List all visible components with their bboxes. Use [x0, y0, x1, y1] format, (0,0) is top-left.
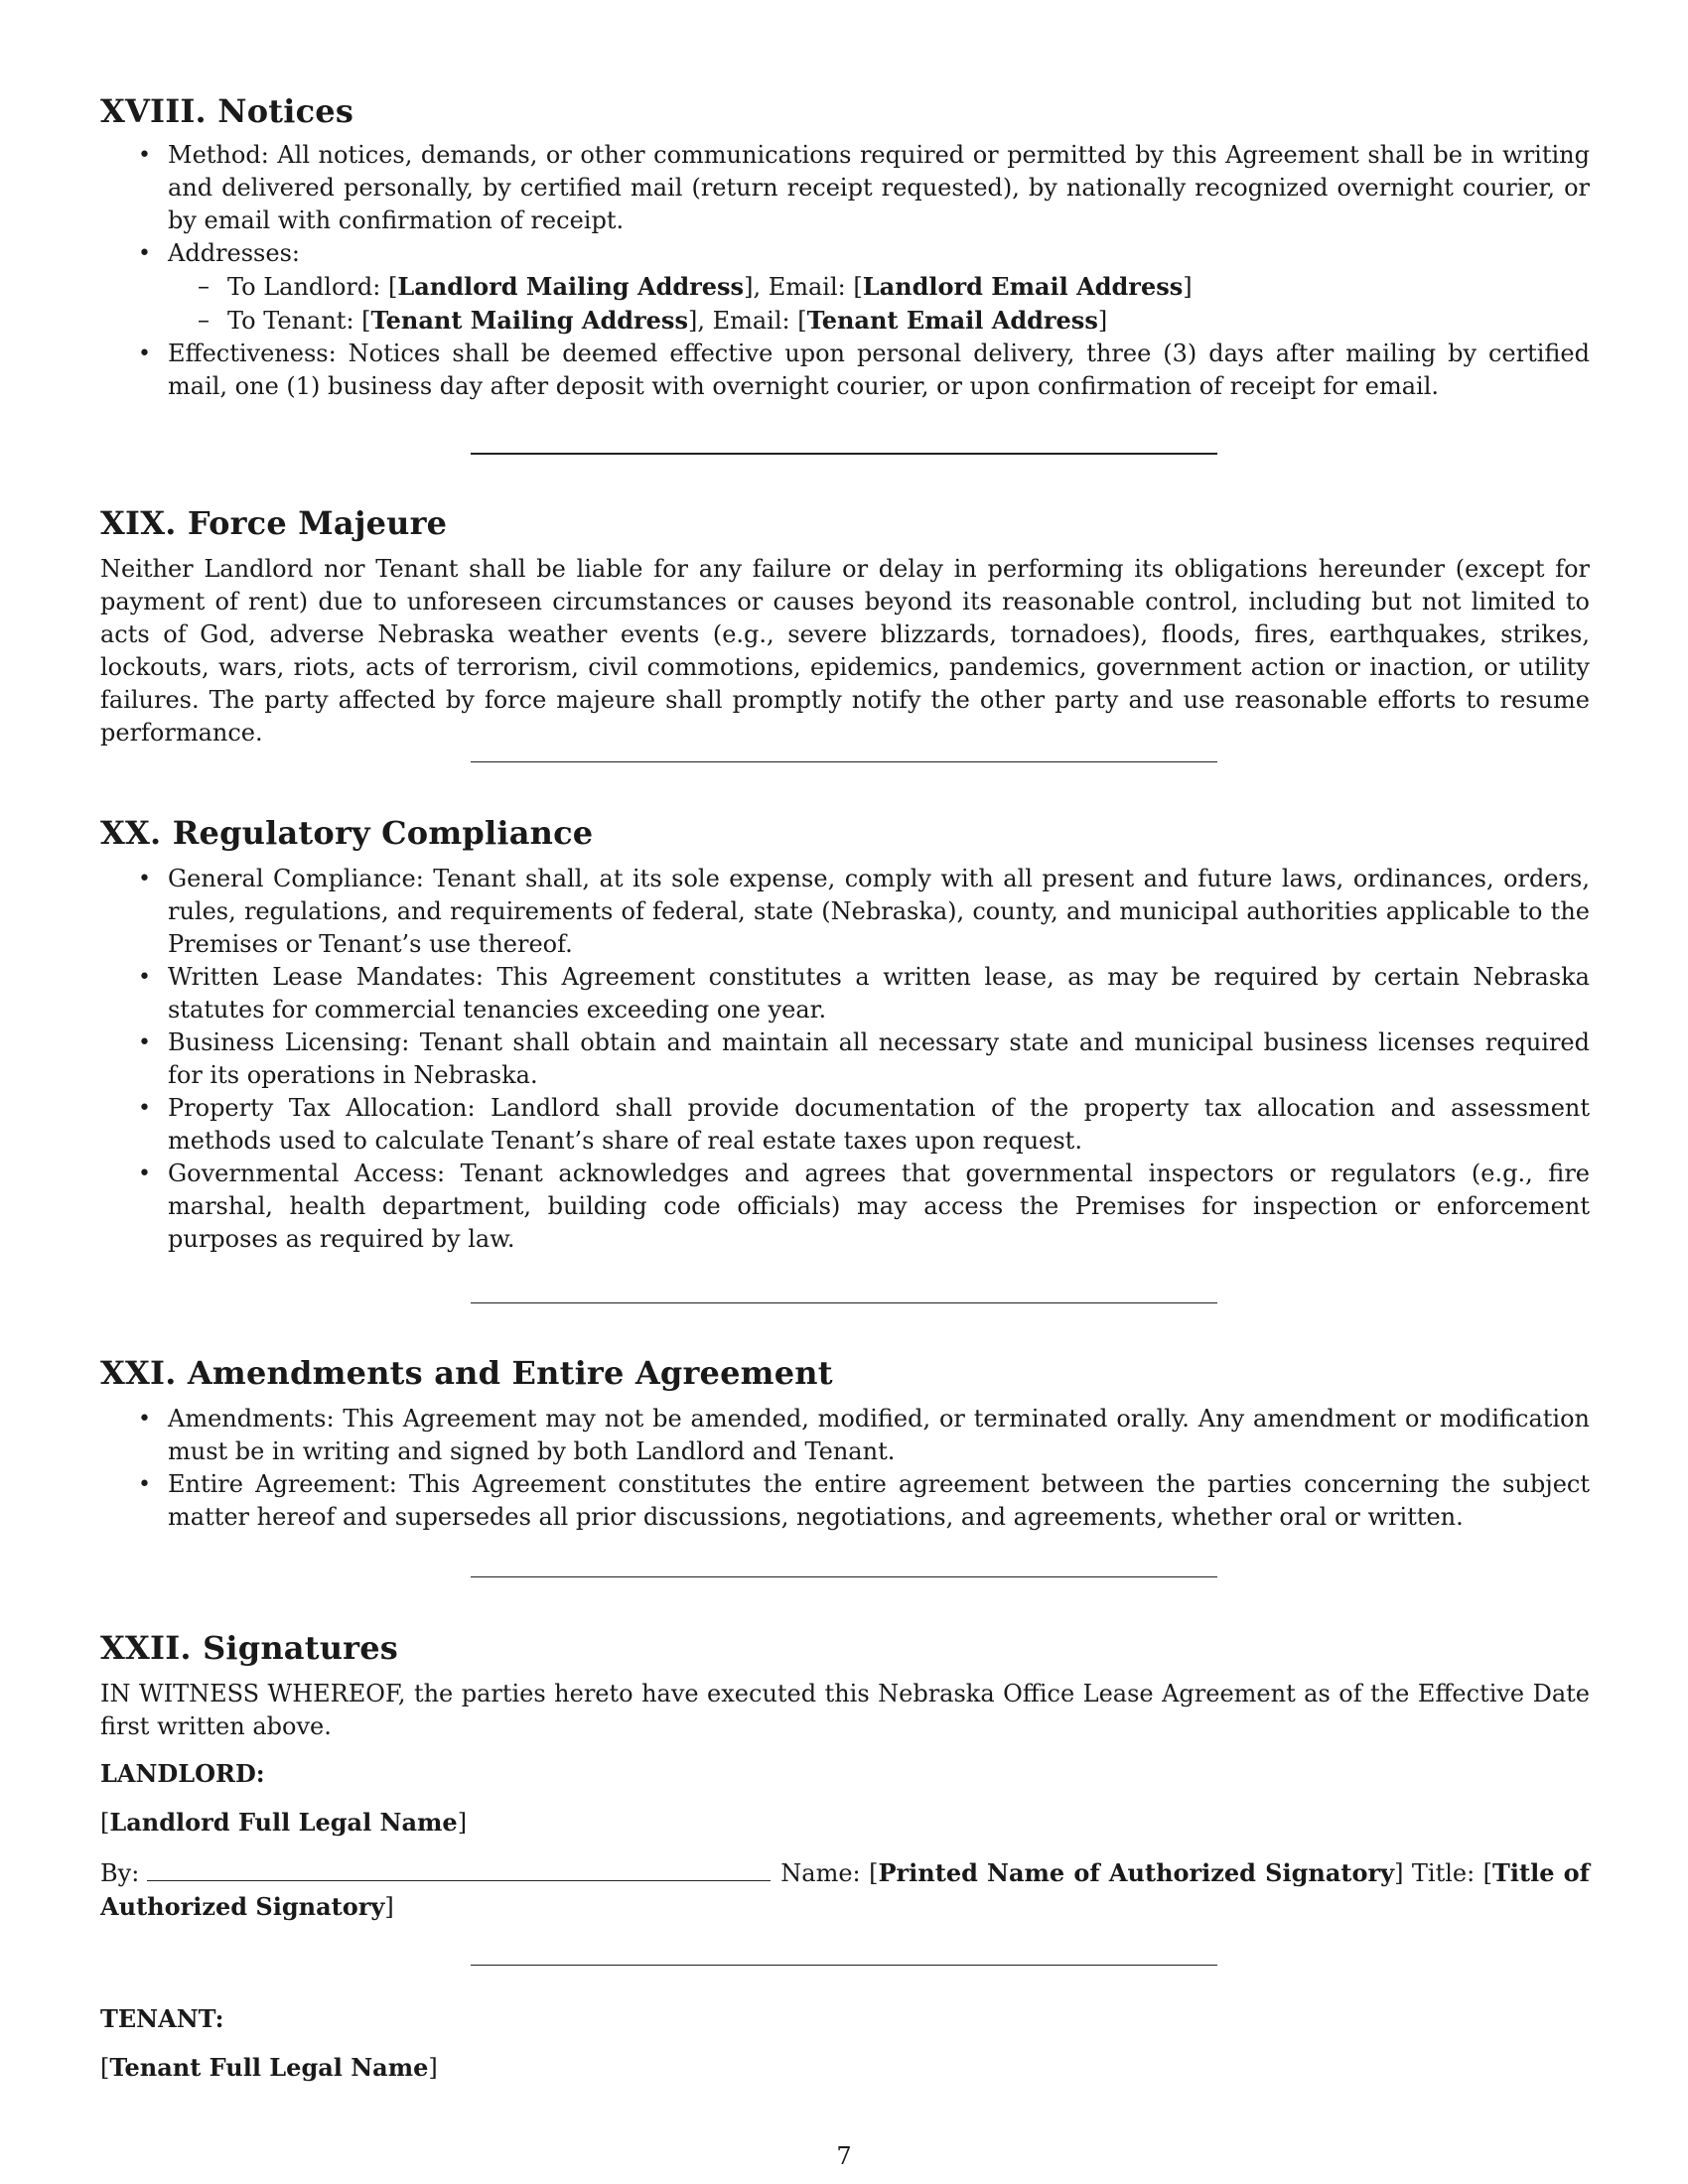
tenant-address-item — [168, 304, 1590, 338]
list-item: • Business Licensing: Tenant shall obtain and maintain all necessary state and municipal business licenses required for its operations in Nebraska. — [100, 1026, 1590, 1092]
addresses-label: Addresses: — [168, 239, 300, 267]
text: [ — [100, 1809, 110, 1837]
text: ] — [1097, 307, 1108, 335]
tenant-name-line — [100, 2051, 1590, 2085]
notices-list — [100, 139, 1590, 403]
text: ], Email: [ — [687, 307, 807, 335]
landlord-address-item — [168, 270, 1590, 304]
tenant-label: TENANT: — [100, 2004, 224, 2033]
list-item: • General Compliance: Tenant shall, at its sole expense, comply with all present and future laws, ordinances, orders, rules, regulations, and requirements of federal, state (Nebraska), county, and municipal authorities applicable to the Premises or Tenant’s use thereof. — [100, 863, 1590, 961]
text: ] — [428, 2054, 438, 2082]
amendments-list — [100, 1403, 1590, 1534]
section-regulatory-compliance — [100, 813, 1590, 1256]
section-title: XVIII. Notices — [100, 92, 354, 130]
list-item: • Written Lease Mandates: This Agreement constitutes a written lease, as may be required by certain Nebraska statutes for commercial tenancies exceeding one year. — [100, 961, 1590, 1026]
section-notices — [100, 91, 1590, 403]
signature-line — [100, 1856, 1590, 1924]
section-amendments — [100, 1353, 1590, 1534]
tenant-name-placeholder: Tenant Full Legal Name — [109, 2053, 429, 2082]
section-divider — [471, 761, 1217, 762]
tenant-email-placeholder: Tenant Email Address — [806, 306, 1098, 335]
section-divider — [471, 453, 1217, 455]
section-signatures — [100, 1628, 1590, 1924]
compliance-list — [100, 863, 1590, 1256]
section-divider — [471, 1965, 1217, 1966]
landlord-label: LANDLORD: — [100, 1759, 265, 1788]
force-majeure-body: Neither Landlord nor Tenant shall be liable for any failure or delay in performing its obligations hereunder (except for payment of rent) due to unforeseen circumstances or causes beyond its reasonable control, including but not limited to acts of God, adverse Nebraska weather events (e.g., severe blizzards, tornadoes), floods, fires, earthquakes, strikes, lockouts, wars, riots, acts of terrorism, civil commotions, epidemics, pandemics, government action or inaction, or utility failures. The party affected by force majeure shall promptly notify the other party and use reasonable efforts to resume performance. — [100, 555, 1590, 747]
section-title: XXII. Signatures — [100, 1629, 398, 1667]
tenant-mailing-address-placeholder: Tenant Mailing Address — [370, 306, 688, 335]
text: To Landlord: [ — [227, 273, 398, 301]
list-item: • Entire Agreement: This Agreement constitutes the entire agreement between the parties concerning the subject matter hereof and supersedes all prior discussions, negotiations, and agreements, whether oral or written. — [100, 1468, 1590, 1534]
text: ] — [1183, 273, 1193, 301]
by-label: By: — [100, 1859, 140, 1887]
section-force-majeure — [100, 503, 1590, 750]
landlord-name-placeholder: Landlord Full Legal Name — [109, 1808, 458, 1837]
page-number: 7 — [836, 2142, 852, 2170]
landlord-mailing-address-placeholder: Landlord Mailing Address — [397, 272, 745, 301]
section-title: XIX. Force Majeure — [100, 504, 448, 542]
section-divider — [471, 1576, 1217, 1577]
tenant-signature-block — [100, 2002, 1590, 2085]
name-label: Name: [ — [780, 1859, 879, 1887]
text: [ — [100, 2054, 110, 2082]
text: ], Email: [ — [744, 273, 863, 301]
section-title: XXI. Amendments and Entire Agreement — [100, 1354, 833, 1392]
section-title: XX. Regulatory Compliance — [100, 814, 594, 852]
title-label: ] Title: [ — [1394, 1859, 1493, 1887]
title-placeholder: Title of Authorized Signatory — [100, 1858, 1590, 1921]
text: To Tenant: [ — [227, 307, 371, 335]
printed-name-placeholder: Printed Name of Authorized Signatory — [878, 1858, 1395, 1887]
list-item: • Effectiveness: Notices shall be deemed effective upon personal delivery, three (3) days after mailing by certified mail, one (1) business day after deposit with overnight courier, or upon confirmation of receipt for email. — [100, 338, 1590, 403]
text: ] — [457, 1809, 468, 1837]
landlord-name-line — [100, 1806, 1590, 1840]
text: ] — [384, 1893, 394, 1921]
list-item: • Amendments: This Agreement may not be amended, modified, or terminated orally. Any amendment or modification must be in writing and signed by both Landlord and Tenant. — [100, 1403, 1590, 1468]
list-item — [100, 237, 1590, 338]
section-divider — [471, 1302, 1217, 1303]
landlord-email-placeholder: Landlord Email Address — [862, 272, 1184, 301]
witness-statement: IN WITNESS WHEREOF, the parties hereto have executed this Nebraska Office Lease Agreement as of the Effective Date first written above. — [100, 1680, 1590, 1740]
list-item: • Method: All notices, demands, or other communications required or permitted by this Agreement shall be in writing and delivered personally, by certified mail (return receipt requested), by nationally recognized overnight courier, or by email with confirmation of receipt. — [100, 139, 1590, 237]
signature-field[interactable] — [147, 1858, 771, 1881]
list-item: • Governmental Access: Tenant acknowledges and agrees that governmental inspectors or regulators (e.g., fire marshal, health department, building code officials) may access the Premises for inspection or enforcement purposes as required by law. — [100, 1158, 1590, 1256]
list-item: • Property Tax Allocation: Landlord shall provide documentation of the property tax allocation and assessment methods used to calculate Tenant’s share of real estate taxes upon request. — [100, 1092, 1590, 1158]
addresses-sublist — [168, 270, 1590, 338]
